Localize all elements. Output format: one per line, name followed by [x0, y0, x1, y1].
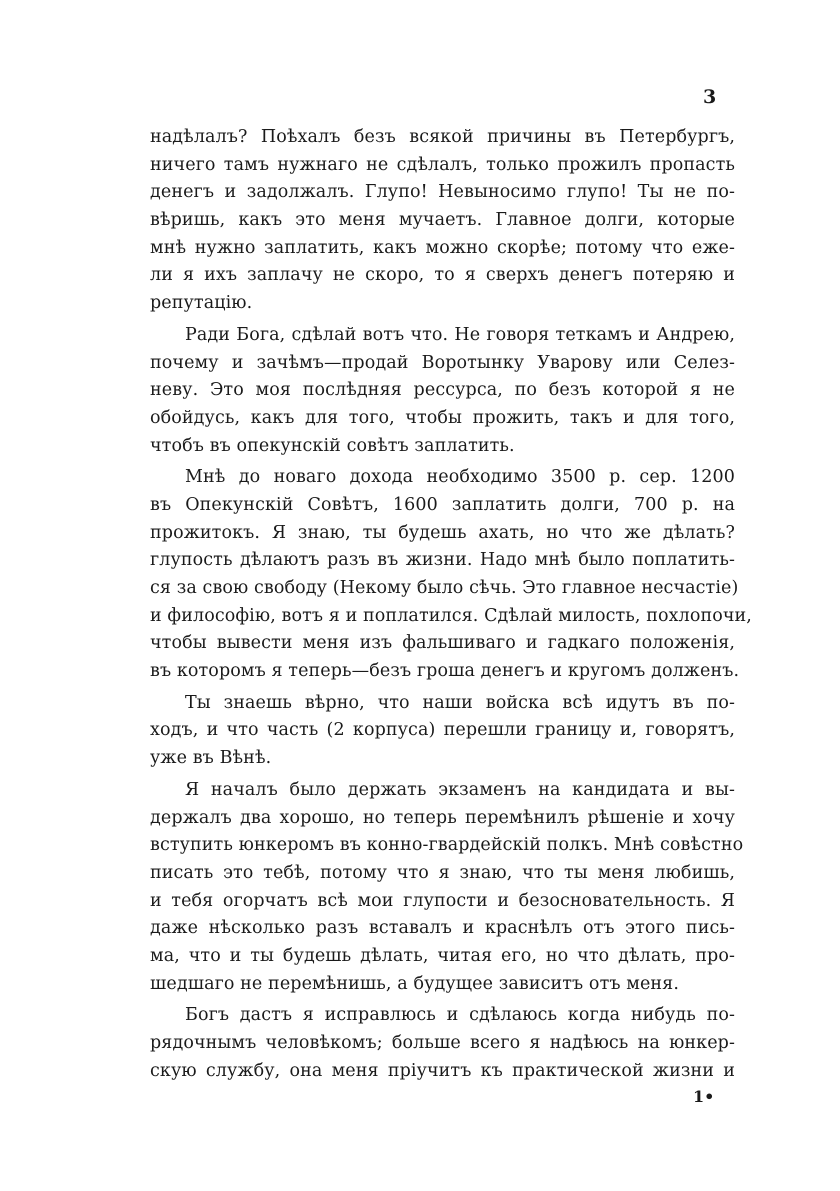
- text-line: въ которомъ я теперь—безъ гроша денегъ и кругомъ долженъ.: [150, 661, 740, 682]
- text-line: Богъ дастъ я исправлюсь и сдѣлаюсь когда нибудь по-: [185, 1005, 735, 1026]
- paragraph-2: [150, 322, 735, 460]
- text-line: уже въ Вѣнѣ.: [150, 748, 272, 769]
- text-line: репутацію.: [150, 293, 253, 314]
- text-line: обойдусь, какъ для того, чтобы прожить, такъ и для того,: [150, 407, 735, 428]
- text-line: прожитокъ. Я знаю, ты будешь ахать, но что же дѣлать?: [150, 522, 735, 543]
- paragraph-3: [150, 464, 752, 686]
- text-line: Ты знаешь вѣрно, что наши войска всѣ идутъ въ по-: [185, 692, 735, 713]
- text-line: ничего тамъ нужнаго не сдѣлалъ, только прожилъ пропасть: [150, 154, 735, 175]
- text-line: мнѣ нужно заплатить, какъ можно скорѣе; потому что еже-: [150, 237, 735, 258]
- text-line: надѣлалъ? Поѣхалъ безъ всякой причины въ Петербургъ,: [150, 127, 735, 147]
- text-line: денегъ и задолжалъ. Глупо! Невыносимо глупо! Ты не по-: [150, 182, 735, 203]
- text-line: чтобы вывести меня изъ фальшиваго и гадкаго положенія,: [150, 633, 735, 654]
- text-line: ся за свою свободу (Некому было сѣчь. Это главное несчастіе): [150, 578, 739, 598]
- text-line: почему и зачѣмъ—продай Воротынку Уварову или Селез-: [150, 352, 735, 373]
- text-line: чтобъ въ опекунскій совѣтъ заплатить.: [150, 435, 515, 456]
- text-line: Мнѣ до новаго дохода необходимо 3500 р. сер. 1200: [185, 467, 735, 488]
- text-line: писать это тебѣ, потому что я знаю, что ты меня любишь,: [150, 862, 735, 883]
- text-line: ходъ, и что часть (2 корпуса) перешли границу и, говорятъ,: [150, 720, 735, 741]
- signature-mark: 1•: [693, 1087, 715, 1106]
- paragraph-5: [150, 777, 744, 999]
- text-line: и тебя огорчатъ всѣ мои глупости и безосновательность. Я: [150, 890, 735, 911]
- paragraph-6: [150, 1002, 735, 1085]
- text-line: даже нѣсколько разъ вставалъ и краснѣлъ отъ этого пись-: [150, 918, 735, 939]
- text-line: ма, что и ты будешь дѣлать, читая его, но что дѣлать, про-: [150, 945, 735, 966]
- text-line: шедшаго не перемѣнишь, а будущее зависитъ отъ меня.: [150, 973, 679, 994]
- text-line: рядочнымъ человѣкомъ; больше всего я надѣюсь на юнкер-: [150, 1033, 735, 1053]
- letter-text: [150, 124, 752, 1085]
- text-line: скую службу, она меня пріучитъ къ практической жизни и: [150, 1060, 735, 1081]
- page-number: 3: [703, 86, 717, 108]
- text-line: въ Опекунскій Совѣтъ, 1600 заплатить долги, 700 р. на: [150, 494, 735, 515]
- text-line: вступить юнкеромъ въ конно-гвардейскій полкъ. Мнѣ совѣстно: [150, 835, 744, 856]
- text-line: Я началъ было держать экзаменъ на кандидата и вы-: [185, 779, 735, 800]
- text-line: держалъ два хорошо, но теперь перемѣнилъ рѣшеніе и хочу: [150, 807, 735, 828]
- paragraph-1: [150, 124, 735, 318]
- text-line: глупость дѣлаютъ разъ въ жизни. Надо мнѣ было поплатить-: [150, 550, 735, 571]
- paragraph-4: [150, 690, 735, 773]
- text-line: ли я ихъ заплачу не скоро, то я сверхъ денегъ потеряю и: [150, 265, 735, 286]
- text-line: неву. Это моя послѣдняя рессурса, по безъ которой я не: [150, 380, 735, 401]
- text-line: вѣришь, какъ это меня мучаетъ. Главное долги, которые: [150, 210, 735, 231]
- text-line: и философію, вотъ я и поплатился. Сдѣлай милость, похлопочи,: [150, 605, 752, 626]
- text-line: Ради Бога, сдѣлай вотъ что. Не говоря теткамъ и Андрею,: [185, 324, 735, 345]
